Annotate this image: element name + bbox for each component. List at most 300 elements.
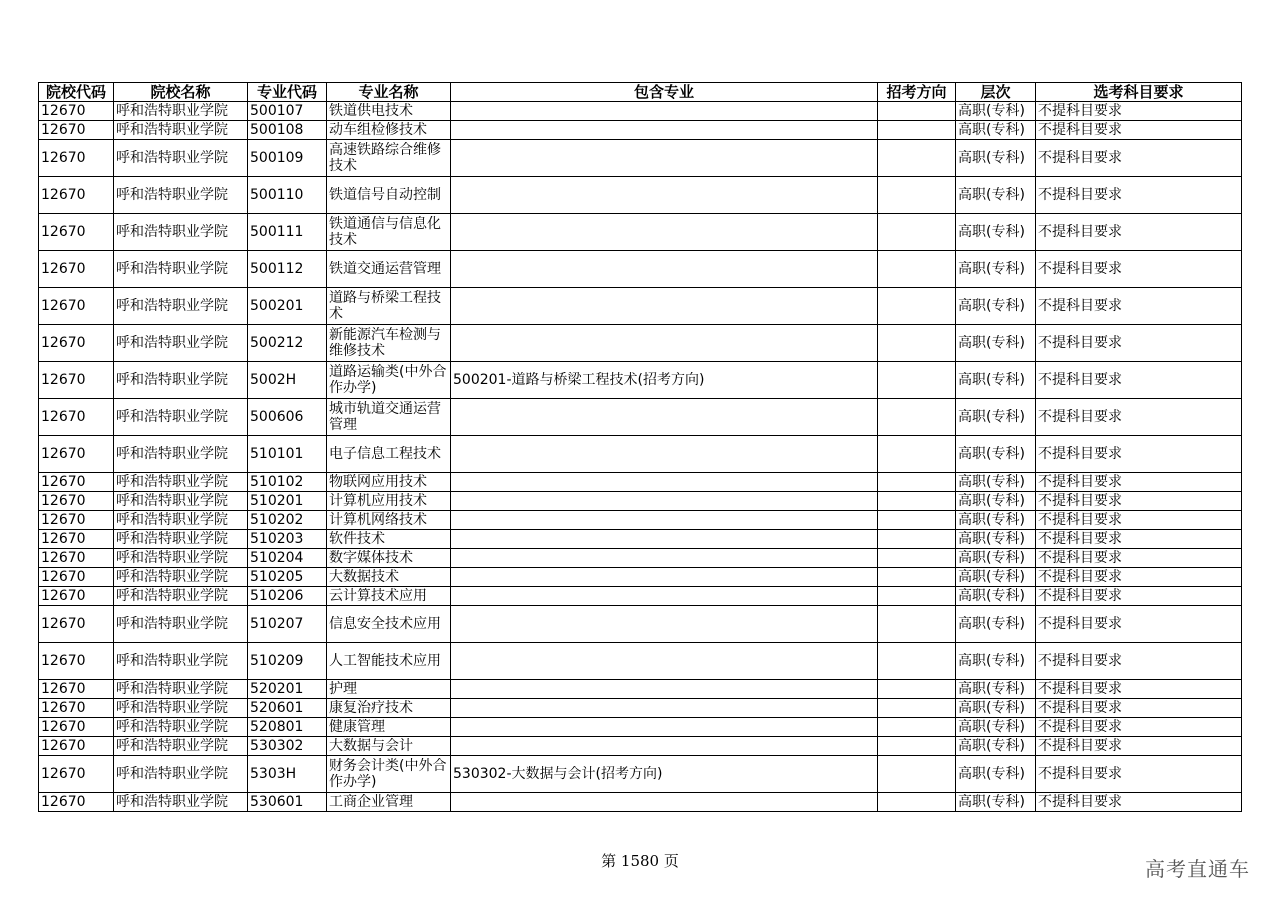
cell-school-name: [114, 492, 248, 511]
cell-school-code: [39, 473, 114, 492]
cell-included-majors: [451, 362, 878, 399]
cell-level: [956, 288, 1036, 325]
cell-school-code: [39, 362, 114, 399]
cell-major-name-text: 计算机应用技术: [329, 493, 427, 509]
cell-major-code: [248, 251, 327, 288]
cell-level: [956, 140, 1036, 177]
cell-level: [956, 793, 1036, 812]
cell-school-name: [114, 549, 248, 568]
cell-included-majors: [451, 699, 878, 718]
cell-subject-requirement: [1036, 549, 1242, 568]
cell-level: [956, 699, 1036, 718]
cell-subject-requirement: [1036, 121, 1242, 140]
cell-major-code-text: 510201: [250, 493, 304, 509]
cell-level-text: 高职(专科): [958, 474, 1025, 490]
cell-major-code: [248, 140, 327, 177]
header-major-code: 专业代码: [248, 83, 327, 102]
cell-school-code: [39, 737, 114, 756]
cell-level: [956, 436, 1036, 473]
cell-level-text: 高职(专科): [958, 588, 1025, 604]
cell-subject-requirement-text: 不提科目要求: [1038, 409, 1122, 425]
cell-level: [956, 511, 1036, 530]
table-row: [39, 288, 1242, 325]
cell-school-name: [114, 121, 248, 140]
cell-major-name-text: 电子信息工程技术: [329, 446, 441, 462]
cell-subject-requirement: [1036, 793, 1242, 812]
cell-level: [956, 362, 1036, 399]
table-header-row: [39, 83, 1242, 102]
header-direction: 招考方向: [878, 83, 956, 102]
cell-school-code: [39, 643, 114, 680]
cell-major-name-text: 云计算技术应用: [329, 588, 427, 604]
cell-direction: [878, 718, 956, 737]
cell-subject-requirement-text: 不提科目要求: [1038, 719, 1122, 735]
cell-level-text: 高职(专科): [958, 681, 1025, 697]
cell-direction: [878, 473, 956, 492]
cell-school-code-text: 12670: [41, 103, 86, 119]
cell-major-name: [327, 177, 451, 214]
cell-school-code: [39, 325, 114, 362]
cell-included-majors-text: 530302-大数据与会计(招考方向): [453, 766, 663, 782]
cell-major-code: [248, 473, 327, 492]
cell-school-name: [114, 643, 248, 680]
cell-school-name: [114, 102, 248, 121]
cell-school-code-text: 12670: [41, 616, 86, 632]
cell-major-name: [327, 121, 451, 140]
cell-major-code: [248, 288, 327, 325]
cell-school-code: [39, 587, 114, 606]
cell-school-name-text: 呼和浩特职业学院: [116, 588, 228, 604]
cell-subject-requirement-text: 不提科目要求: [1038, 446, 1122, 462]
cell-major-name-text: 铁道供电技术: [329, 103, 413, 119]
cell-school-code: [39, 492, 114, 511]
cell-subject-requirement: [1036, 587, 1242, 606]
cell-major-code: [248, 362, 327, 399]
cell-subject-requirement-text: 不提科目要求: [1038, 493, 1122, 509]
cell-level: [956, 680, 1036, 699]
cell-school-code-text: 12670: [41, 569, 86, 585]
cell-subject-requirement: [1036, 362, 1242, 399]
cell-school-name: [114, 288, 248, 325]
cell-school-name-text: 呼和浩特职业学院: [116, 335, 228, 351]
cell-included-majors: [451, 102, 878, 121]
cell-major-name-text: 城市轨道交通运营管理: [329, 401, 441, 433]
cell-school-name: [114, 606, 248, 643]
cell-major-name-text: 健康管理: [329, 719, 385, 735]
cell-major-code: [248, 511, 327, 530]
cell-major-name-text: 道路与桥梁工程技术: [329, 290, 441, 322]
cell-major-name-text: 新能源汽车检测与维修技术: [329, 327, 441, 359]
cell-level: [956, 492, 1036, 511]
cell-major-name: [327, 399, 451, 436]
cell-direction: [878, 492, 956, 511]
cell-major-code-text: 530601: [250, 794, 304, 810]
cell-major-code: [248, 718, 327, 737]
cell-major-code: [248, 214, 327, 251]
cell-level-text: 高职(专科): [958, 616, 1025, 632]
cell-major-code: [248, 756, 327, 793]
cell-included-majors: [451, 251, 878, 288]
table-row: [39, 718, 1242, 737]
cell-level-text: 高职(专科): [958, 719, 1025, 735]
cell-major-name: [327, 251, 451, 288]
cell-major-name: [327, 606, 451, 643]
cell-subject-requirement: [1036, 436, 1242, 473]
cell-subject-requirement: [1036, 756, 1242, 793]
cell-level: [956, 718, 1036, 737]
cell-included-majors: [451, 436, 878, 473]
cell-direction: [878, 643, 956, 680]
cell-level-text: 高职(专科): [958, 550, 1025, 566]
table-row: [39, 549, 1242, 568]
cell-included-majors: [451, 473, 878, 492]
table-row: [39, 699, 1242, 718]
cell-school-name: [114, 530, 248, 549]
cell-school-code: [39, 511, 114, 530]
cell-subject-requirement-text: 不提科目要求: [1038, 224, 1122, 240]
cell-major-name: [327, 325, 451, 362]
cell-school-code: [39, 214, 114, 251]
cell-school-name-text: 呼和浩特职业学院: [116, 150, 228, 166]
cell-school-code: [39, 793, 114, 812]
cell-major-name: [327, 362, 451, 399]
cell-major-code: [248, 177, 327, 214]
cell-included-majors: [451, 643, 878, 680]
cell-included-majors: [451, 606, 878, 643]
cell-subject-requirement: [1036, 680, 1242, 699]
cell-major-name: [327, 549, 451, 568]
cell-school-name-text: 呼和浩特职业学院: [116, 493, 228, 509]
cell-major-name: [327, 530, 451, 549]
cell-subject-requirement: [1036, 325, 1242, 362]
cell-major-code-text: 510203: [250, 531, 304, 547]
cell-subject-requirement: [1036, 140, 1242, 177]
cell-level-text: 高职(专科): [958, 569, 1025, 585]
cell-major-name: [327, 473, 451, 492]
table-row: [39, 680, 1242, 699]
cell-school-code-text: 12670: [41, 493, 86, 509]
cell-major-name: [327, 587, 451, 606]
cell-school-code-text: 12670: [41, 372, 86, 388]
cell-direction: [878, 680, 956, 699]
cell-included-majors: [451, 214, 878, 251]
cell-included-majors: [451, 568, 878, 587]
table-row: [39, 793, 1242, 812]
cell-direction: [878, 325, 956, 362]
cell-school-code-text: 12670: [41, 122, 86, 138]
cell-major-code-text: 500111: [250, 224, 304, 240]
cell-subject-requirement: [1036, 399, 1242, 436]
cell-school-code-text: 12670: [41, 150, 86, 166]
cell-school-name: [114, 177, 248, 214]
cell-subject-requirement-text: 不提科目要求: [1038, 150, 1122, 166]
table-row: [39, 511, 1242, 530]
cell-major-code: [248, 436, 327, 473]
header-level: 层次: [956, 83, 1036, 102]
cell-major-name: [327, 140, 451, 177]
cell-major-code-text: 510101: [250, 446, 304, 462]
cell-major-name: [327, 214, 451, 251]
cell-school-code: [39, 568, 114, 587]
cell-included-majors: [451, 549, 878, 568]
cell-major-name-text: 康复治疗技术: [329, 700, 413, 716]
cell-major-code-text: 510206: [250, 588, 304, 604]
cell-level: [956, 399, 1036, 436]
table-row: [39, 121, 1242, 140]
cell-level-text: 高职(专科): [958, 512, 1025, 528]
cell-major-name-text: 财务会计类(中外合作办学): [329, 758, 447, 790]
cell-major-code: [248, 492, 327, 511]
cell-direction: [878, 251, 956, 288]
cell-level-text: 高职(专科): [958, 409, 1025, 425]
cell-major-code-text: 500201: [250, 298, 304, 314]
header-school-name: 院校名称: [114, 83, 248, 102]
cell-level: [956, 177, 1036, 214]
cell-major-name: [327, 511, 451, 530]
cell-subject-requirement: [1036, 606, 1242, 643]
cell-level: [956, 251, 1036, 288]
cell-school-code: [39, 251, 114, 288]
cell-subject-requirement: [1036, 214, 1242, 251]
cell-direction: [878, 530, 956, 549]
cell-level-text: 高职(专科): [958, 446, 1025, 462]
cell-subject-requirement-text: 不提科目要求: [1038, 700, 1122, 716]
cell-subject-requirement-text: 不提科目要求: [1038, 103, 1122, 119]
cell-subject-requirement: [1036, 102, 1242, 121]
cell-level-text: 高职(专科): [958, 122, 1025, 138]
table-row: [39, 214, 1242, 251]
cell-school-name-text: 呼和浩特职业学院: [116, 103, 228, 119]
cell-school-code: [39, 140, 114, 177]
cell-major-code: [248, 399, 327, 436]
cell-subject-requirement-text: 不提科目要求: [1038, 122, 1122, 138]
cell-direction: [878, 436, 956, 473]
cell-school-name: [114, 699, 248, 718]
cell-level-text: 高职(专科): [958, 224, 1025, 240]
cell-major-name-text: 计算机网络技术: [329, 512, 427, 528]
cell-school-name-text: 呼和浩特职业学院: [116, 569, 228, 585]
cell-subject-requirement: [1036, 643, 1242, 680]
cell-major-name-text: 铁道通信与信息化技术: [329, 216, 441, 248]
cell-major-code-text: 5303H: [250, 766, 297, 782]
cell-level: [956, 568, 1036, 587]
cell-school-code-text: 12670: [41, 335, 86, 351]
cell-major-code-text: 500109: [250, 150, 304, 166]
cell-subject-requirement-text: 不提科目要求: [1038, 766, 1122, 782]
cell-direction: [878, 737, 956, 756]
cell-subject-requirement-text: 不提科目要求: [1038, 653, 1122, 669]
cell-school-name-text: 呼和浩特职业学院: [116, 700, 228, 716]
cell-major-name: [327, 492, 451, 511]
cell-level: [956, 756, 1036, 793]
cell-major-code-text: 510204: [250, 550, 304, 566]
cell-level: [956, 530, 1036, 549]
cell-major-code: [248, 699, 327, 718]
cell-subject-requirement: [1036, 718, 1242, 737]
cell-major-code: [248, 102, 327, 121]
cell-included-majors: [451, 492, 878, 511]
cell-level: [956, 121, 1036, 140]
cell-school-name: [114, 399, 248, 436]
cell-school-name-text: 呼和浩特职业学院: [116, 446, 228, 462]
table-row: [39, 530, 1242, 549]
cell-level-text: 高职(专科): [958, 700, 1025, 716]
cell-major-name: [327, 737, 451, 756]
table-row: [39, 251, 1242, 288]
cell-school-name-text: 呼和浩特职业学院: [116, 261, 228, 277]
cell-school-name: [114, 140, 248, 177]
table-row: [39, 140, 1242, 177]
cell-included-majors: [451, 680, 878, 699]
cell-direction: [878, 606, 956, 643]
cell-school-name: [114, 793, 248, 812]
cell-major-name-text: 高速铁路综合维修技术: [329, 142, 441, 174]
cell-subject-requirement: [1036, 511, 1242, 530]
cell-school-name: [114, 718, 248, 737]
cell-major-code: [248, 568, 327, 587]
cell-subject-requirement-text: 不提科目要求: [1038, 569, 1122, 585]
cell-level: [956, 549, 1036, 568]
cell-included-majors: [451, 325, 878, 362]
cell-school-name: [114, 362, 248, 399]
watermark: 高考直通车: [1145, 857, 1250, 881]
cell-subject-requirement-text: 不提科目要求: [1038, 187, 1122, 203]
cell-major-code-text: 510102: [250, 474, 304, 490]
table-row: [39, 362, 1242, 399]
cell-school-code: [39, 399, 114, 436]
cell-school-code: [39, 756, 114, 793]
cell-direction: [878, 140, 956, 177]
cell-school-code: [39, 606, 114, 643]
cell-subject-requirement-text: 不提科目要求: [1038, 372, 1122, 388]
cell-major-code-text: 520201: [250, 681, 304, 697]
admission-table: [38, 82, 1242, 812]
cell-major-name: [327, 699, 451, 718]
cell-school-code-text: 12670: [41, 298, 86, 314]
table-row: [39, 436, 1242, 473]
cell-school-name-text: 呼和浩特职业学院: [116, 719, 228, 735]
cell-major-code: [248, 680, 327, 699]
cell-major-name: [327, 568, 451, 587]
cell-school-code-text: 12670: [41, 550, 86, 566]
cell-direction: [878, 288, 956, 325]
cell-school-code-text: 12670: [41, 261, 86, 277]
cell-major-name-text: 数字媒体技术: [329, 550, 413, 566]
cell-included-majors: [451, 530, 878, 549]
table-row: [39, 756, 1242, 793]
cell-included-majors-text: 500201-道路与桥梁工程技术(招考方向): [453, 372, 705, 388]
cell-school-code: [39, 102, 114, 121]
table-row: [39, 492, 1242, 511]
cell-school-name-text: 呼和浩特职业学院: [116, 653, 228, 669]
cell-subject-requirement: [1036, 288, 1242, 325]
header-major-name: 专业名称: [327, 83, 451, 102]
cell-major-name: [327, 756, 451, 793]
cell-school-name: [114, 214, 248, 251]
cell-major-name: [327, 718, 451, 737]
table-row: [39, 399, 1242, 436]
cell-direction: [878, 793, 956, 812]
cell-major-name-text: 大数据与会计: [329, 738, 413, 754]
cell-direction: [878, 214, 956, 251]
cell-school-code: [39, 718, 114, 737]
cell-subject-requirement: [1036, 568, 1242, 587]
cell-subject-requirement-text: 不提科目要求: [1038, 298, 1122, 314]
cell-school-name: [114, 737, 248, 756]
cell-major-name-text: 工商企业管理: [329, 794, 413, 810]
cell-direction: [878, 399, 956, 436]
cell-school-name: [114, 587, 248, 606]
cell-major-code: [248, 643, 327, 680]
cell-school-name-text: 呼和浩特职业学院: [116, 122, 228, 138]
cell-direction: [878, 699, 956, 718]
cell-major-name-text: 铁道信号自动控制: [329, 187, 441, 203]
cell-major-code: [248, 549, 327, 568]
header-school-code: 院校代码: [39, 83, 114, 102]
cell-subject-requirement-text: 不提科目要求: [1038, 512, 1122, 528]
cell-school-name-text: 呼和浩特职业学院: [116, 766, 228, 782]
cell-school-name-text: 呼和浩特职业学院: [116, 372, 228, 388]
cell-school-code: [39, 177, 114, 214]
cell-subject-requirement-text: 不提科目要求: [1038, 738, 1122, 754]
cell-included-majors: [451, 121, 878, 140]
cell-direction: [878, 511, 956, 530]
cell-major-code-text: 510202: [250, 512, 304, 528]
cell-subject-requirement-text: 不提科目要求: [1038, 588, 1122, 604]
cell-level-text: 高职(专科): [958, 261, 1025, 277]
cell-school-code: [39, 549, 114, 568]
cell-major-code-text: 530302: [250, 738, 304, 754]
cell-major-code-text: 510209: [250, 653, 304, 669]
table-row: [39, 102, 1242, 121]
cell-direction: [878, 121, 956, 140]
cell-school-name: [114, 325, 248, 362]
cell-direction: [878, 362, 956, 399]
header-subject-requirement: 选考科目要求: [1036, 83, 1242, 102]
cell-level-text: 高职(专科): [958, 531, 1025, 547]
cell-level: [956, 643, 1036, 680]
cell-school-name-text: 呼和浩特职业学院: [116, 531, 228, 547]
cell-level-text: 高职(专科): [958, 653, 1025, 669]
cell-school-code: [39, 121, 114, 140]
cell-major-name-text: 信息安全技术应用: [329, 616, 441, 632]
cell-major-code-text: 510205: [250, 569, 304, 585]
cell-major-name: [327, 643, 451, 680]
cell-major-name: [327, 288, 451, 325]
cell-major-code: [248, 325, 327, 362]
cell-level: [956, 737, 1036, 756]
cell-included-majors: [451, 140, 878, 177]
cell-major-name-text: 护理: [329, 681, 357, 697]
cell-school-name-text: 呼和浩特职业学院: [116, 681, 228, 697]
cell-school-code-text: 12670: [41, 187, 86, 203]
cell-direction: [878, 102, 956, 121]
cell-major-name-text: 软件技术: [329, 531, 385, 547]
cell-major-code-text: 500212: [250, 335, 304, 351]
cell-school-name-text: 呼和浩特职业学院: [116, 512, 228, 528]
cell-level-text: 高职(专科): [958, 372, 1025, 388]
cell-level-text: 高职(专科): [958, 103, 1025, 119]
cell-school-name: [114, 436, 248, 473]
cell-major-code-text: 510207: [250, 616, 304, 632]
cell-subject-requirement: [1036, 737, 1242, 756]
table-row: [39, 737, 1242, 756]
cell-major-name-text: 道路运输类(中外合作办学): [329, 364, 447, 396]
cell-direction: [878, 756, 956, 793]
cell-included-majors: [451, 587, 878, 606]
cell-direction: [878, 177, 956, 214]
cell-major-name: [327, 793, 451, 812]
